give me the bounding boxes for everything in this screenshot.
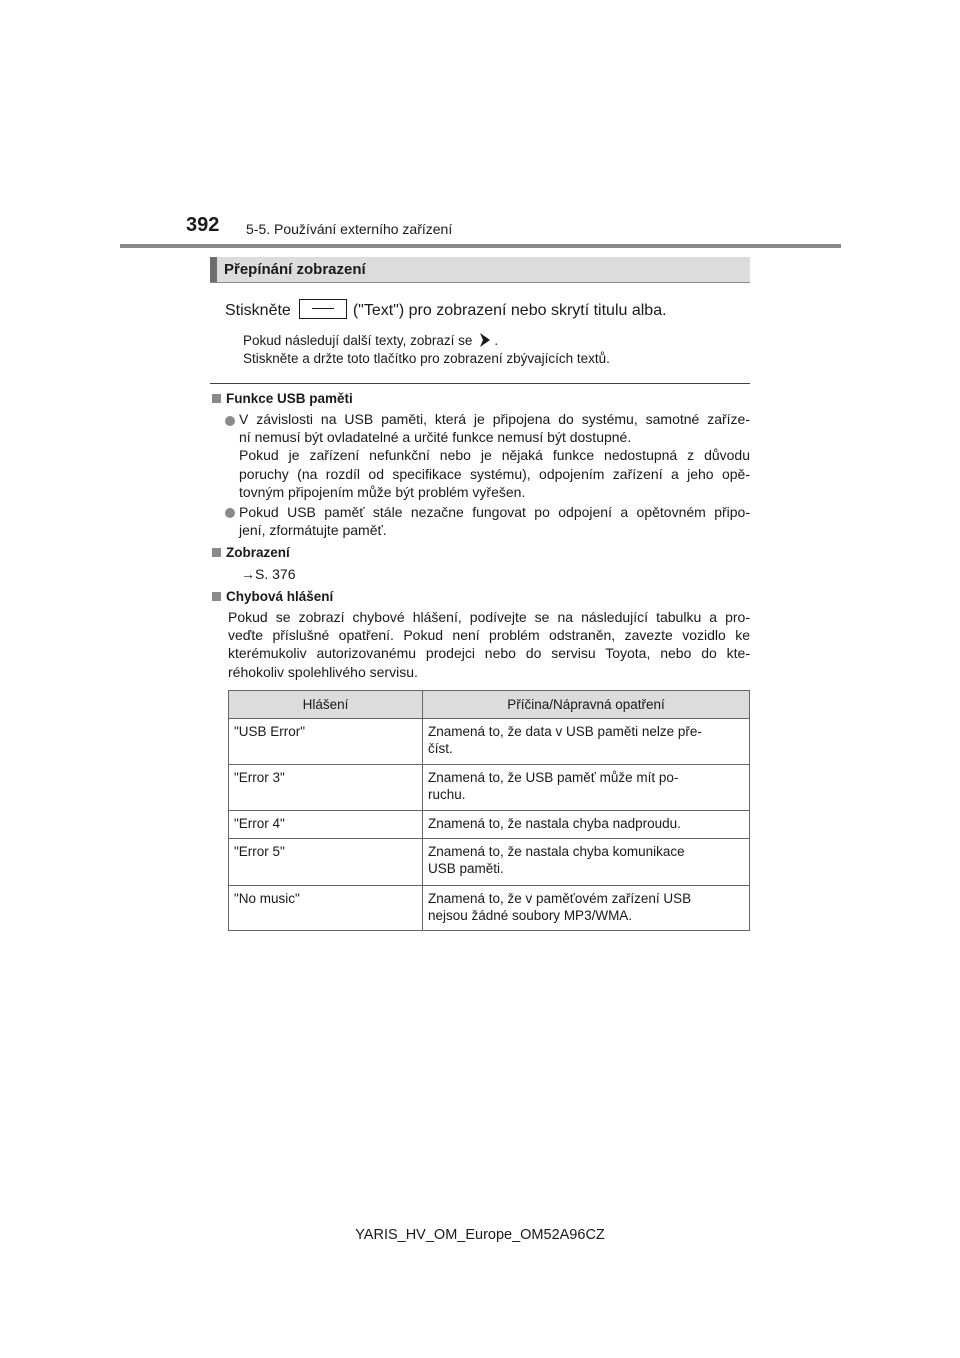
errors-heading (212, 589, 333, 604)
usb-heading (212, 391, 353, 406)
document-id: YARIS_HV_OM_Europe_OM52A96CZ (355, 1227, 605, 1243)
table-cell-message: "Error 4" (229, 811, 423, 839)
error-table (228, 690, 750, 931)
table-row (229, 886, 750, 931)
errors-intro-line: kterémukoliv autorizovanému prodejci nebo do servisu Toyota, nebo do kte- (228, 645, 750, 662)
errors-intro-line: veďte příslušné opatření. Pokud není problém odstraněn, zavezte vozidlo ke (228, 627, 750, 644)
section-title: Přepínání zobrazení (224, 261, 366, 278)
table-row (229, 765, 750, 811)
minus-key-icon (299, 299, 347, 319)
section-heading-bar (210, 257, 750, 283)
breadcrumb: 5-5. Používání externího zařízení (246, 221, 453, 237)
hint-more-text (243, 332, 498, 351)
errors-intro-line: Pokud se zobrazí chybové hlášení, podívejte se na následující tabulku a pro- (228, 609, 750, 625)
intro-after: ("Text") pro zobrazení nebo skrytí titulu alba. (352, 302, 667, 319)
table-cell-message: "Error 3" (229, 765, 423, 811)
table-cell-message: "No music" (229, 886, 423, 931)
square-bullet-icon (212, 394, 221, 403)
intro-before: Stiskněte (225, 302, 291, 319)
usb-bullet-2-line: jení, zformátujte paměť. (239, 522, 387, 539)
table-cell-cause: Znamená to, že nastala chyba nadproudu. (422, 811, 749, 839)
usb-bullet-1-line: tovným připojením může být problém vyřešen. (239, 483, 526, 500)
table-cell-cause: Znamená to, že nastala chyba komunikace USB paměti. (422, 839, 749, 886)
round-bullet-icon (225, 416, 235, 426)
next-arrow-icon (478, 332, 492, 351)
table-cell-cause: Znamená to, že data v USB paměti nelze pře- číst. (422, 719, 749, 765)
table-header-cause: Příčina/Nápravná opatření (422, 691, 749, 719)
page-number: 392 (186, 214, 220, 236)
display-heading (212, 545, 290, 560)
errors-heading-text: Chybová hlášení (226, 589, 334, 604)
usb-bullet-1-line: Pokud je zařízení nefunkční nebo je nějaká funkce nedostupná z důvodu (239, 447, 750, 464)
section-heading-tab (210, 257, 217, 282)
table-header-row (229, 691, 750, 719)
table-cell-cause: Znamená to, že v paměťovém zařízení USB nejsou žádné soubory MP3/WMA. (422, 886, 749, 931)
display-heading-text: Zobrazení (226, 545, 290, 560)
hint1-before: Pokud následují další texty, zobrazí se (243, 333, 473, 348)
page-reference: →S. 376 (241, 566, 296, 582)
table-row (229, 719, 750, 765)
usb-heading-text: Funkce USB paměti (226, 391, 353, 406)
usb-bullet-1-line: poruchy (na rozdíl od specifikace systému), odpojením zařízení a jeho opě- (239, 465, 750, 482)
round-bullet-icon (225, 508, 235, 518)
errors-intro (228, 608, 750, 681)
hint-hold-button: Stiskněte a držte toto tlačítko pro zobrazení zbývajících textů. (243, 351, 610, 366)
table-header-message: Hlášení (229, 691, 423, 719)
table-cell-message: "Error 5" (229, 839, 423, 886)
usb-bullet-2-line: Pokud USB paměť stále nezačne fungovat po odpojení a opětovném připo- (239, 504, 750, 520)
section-divider (210, 383, 750, 384)
square-bullet-icon (212, 548, 221, 557)
table-row (229, 811, 750, 839)
header-rule (120, 244, 841, 248)
errors-intro-line: réhokoliv spolehlivého servisu. (228, 663, 418, 680)
hint1-after: . (494, 333, 499, 348)
usb-bullet-1 (239, 410, 750, 501)
square-bullet-icon (212, 592, 221, 601)
usb-bullet-1-line: V závislosti na USB paměti, která je připojena do systému, samotné zaříze- (239, 411, 750, 427)
usb-bullet-1-line: ní nemusí být ovladatelné a určité funkce nemusí být dostupné. (239, 429, 632, 446)
table-cell-message: "USB Error" (229, 719, 423, 765)
table-row (229, 839, 750, 886)
usb-bullet-2 (239, 503, 750, 539)
table-cell-cause: Znamená to, že USB paměť může mít po- ruchu. (422, 765, 749, 811)
intro-instruction (225, 299, 667, 320)
